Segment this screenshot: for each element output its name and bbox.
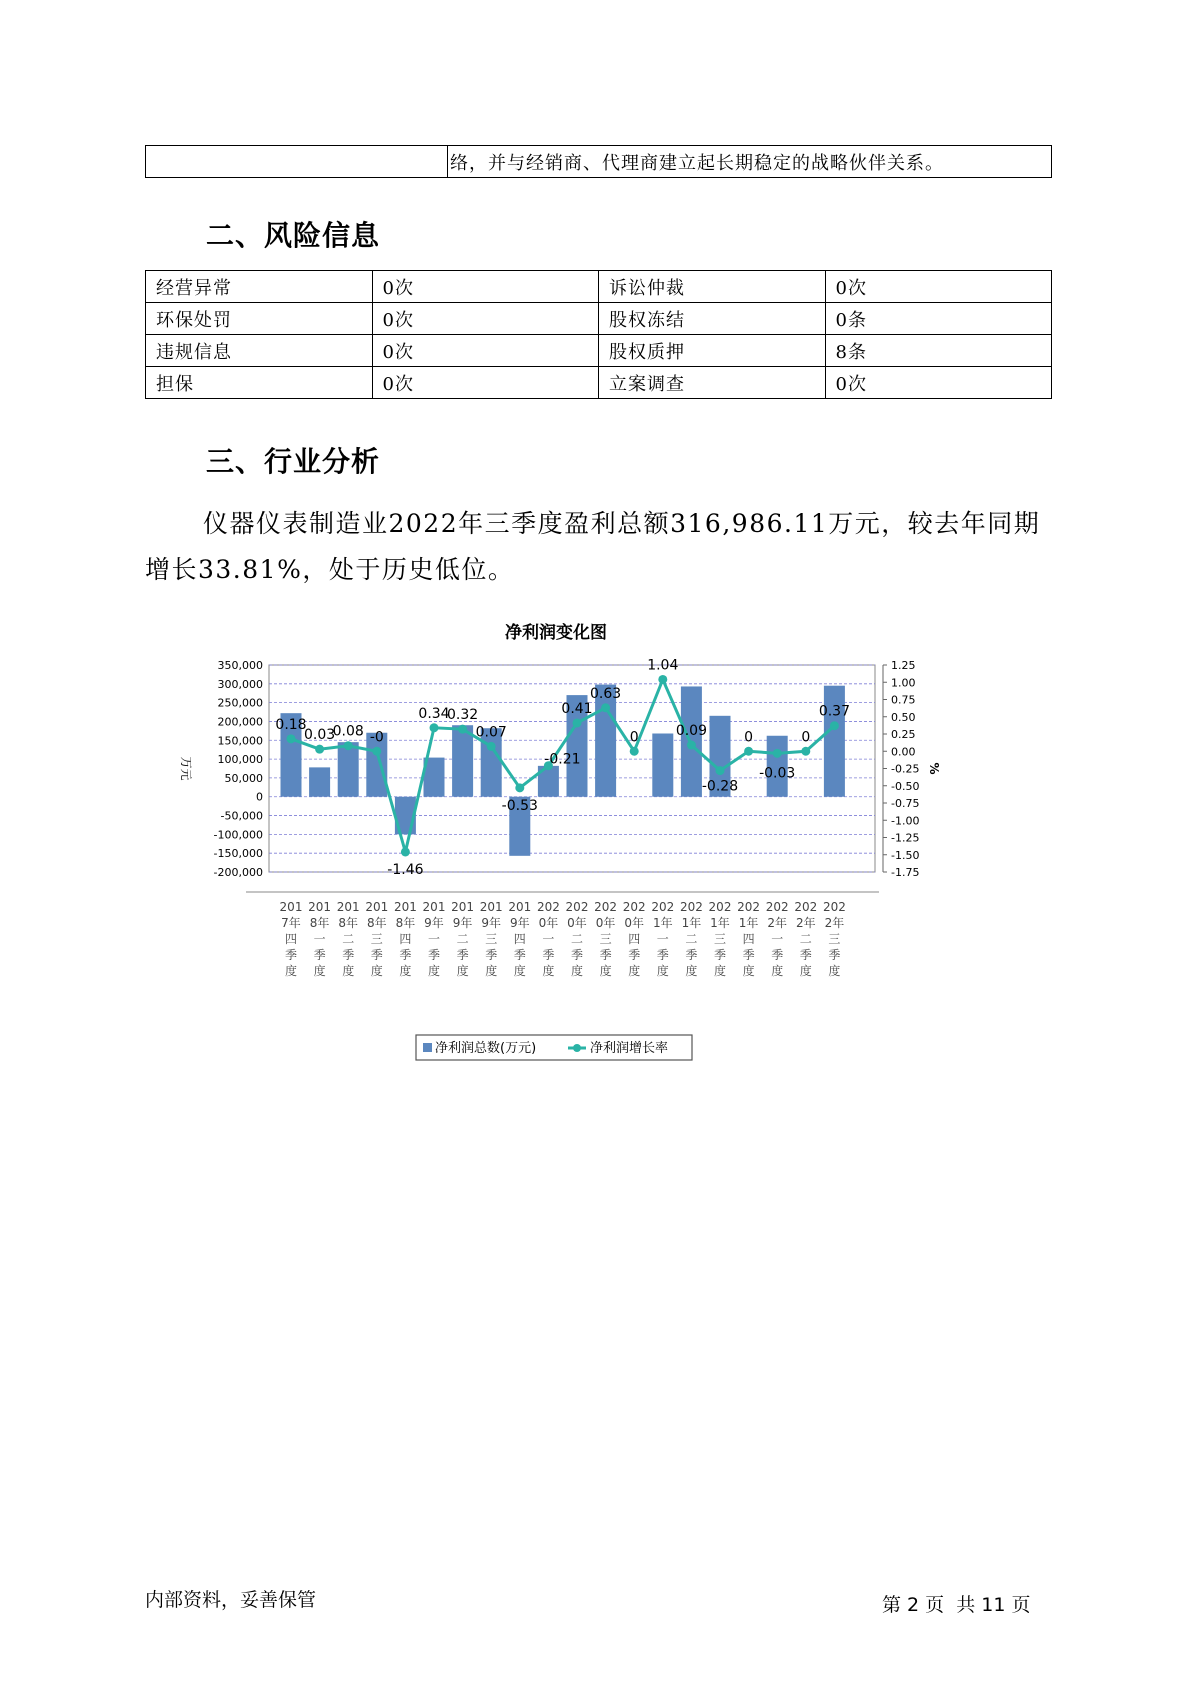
risk-label-cell: 立案调查 xyxy=(599,367,826,399)
point-growth-rate xyxy=(573,718,582,727)
x-tick-label: 1年 xyxy=(738,916,759,930)
right-tick-label: 0.50 xyxy=(891,710,916,724)
x-tick-label: 四 xyxy=(513,932,526,946)
data-label-growth: 0.32 xyxy=(447,707,479,724)
right-tick-label: -1.50 xyxy=(891,848,920,862)
point-growth-rate xyxy=(458,725,467,734)
x-tick-label: 0年 xyxy=(538,916,559,930)
x-tick-label: 201 xyxy=(508,900,532,914)
left-tick-label: -150,000 xyxy=(213,847,263,861)
x-tick-label: 季 xyxy=(284,948,298,962)
point-growth-rate xyxy=(830,721,839,730)
x-tick-label: 度 xyxy=(713,964,727,978)
x-tick-label: 度 xyxy=(685,964,698,978)
bar-net-profit xyxy=(652,733,673,796)
x-tick-label: 度 xyxy=(599,964,612,978)
top-table xyxy=(145,145,1052,178)
left-tick-label: -100,000 xyxy=(213,828,263,842)
x-tick-label: 度 xyxy=(313,964,326,978)
x-tick-label: 四 xyxy=(628,932,641,946)
point-growth-rate xyxy=(773,749,782,758)
chart-title: 净利润变化图 xyxy=(505,623,607,643)
top-table-right-cell: 络，并与经销商、代理商建立起长期稳定的战略伙伴关系。 xyxy=(448,146,1052,178)
risk-value-cell: 0次 xyxy=(825,271,1052,303)
x-tick-label: 三 xyxy=(828,932,841,946)
x-tick-label: 2年 xyxy=(824,916,845,930)
x-tick-label: 度 xyxy=(771,964,784,978)
x-tick-label: 季 xyxy=(570,948,584,962)
right-axis-title: % xyxy=(927,762,941,775)
x-tick-label: 202 xyxy=(565,900,589,914)
bar-net-profit xyxy=(309,767,330,796)
x-tick-label: 9年 xyxy=(424,916,444,930)
x-tick-label: 度 xyxy=(570,964,584,978)
data-label-growth: -0 xyxy=(369,729,384,746)
x-tick-label: 度 xyxy=(513,964,526,978)
x-tick-label: 7年 xyxy=(281,916,301,930)
x-tick-label: 201 xyxy=(279,900,303,914)
data-label-growth: 0.03 xyxy=(304,727,336,744)
bar-net-profit xyxy=(338,742,359,797)
data-label-growth: -1.46 xyxy=(387,861,424,878)
x-tick-label: 季 xyxy=(628,948,641,962)
x-tick-label: 9年 xyxy=(481,916,502,930)
right-tick-label: -0.50 xyxy=(891,779,920,793)
right-tick-label: 0.00 xyxy=(891,745,916,759)
data-label-growth: 0.41 xyxy=(561,700,593,717)
x-tick-label: 季 xyxy=(599,948,612,962)
x-tick-label: 201 xyxy=(393,900,417,914)
point-growth-rate xyxy=(315,745,324,754)
point-growth-rate xyxy=(744,747,753,756)
right-tick-label: 1.00 xyxy=(891,676,916,690)
point-growth-rate xyxy=(630,747,639,756)
x-tick-label: 201 xyxy=(308,900,332,914)
risk-label-cell: 违规信息 xyxy=(146,335,373,367)
x-tick-label: 一 xyxy=(427,932,441,946)
data-label-growth: 0.08 xyxy=(332,723,364,740)
x-tick-label: 季 xyxy=(685,948,698,962)
x-tick-label: 0年 xyxy=(595,916,616,930)
risk-table-row xyxy=(146,303,1052,335)
point-growth-rate xyxy=(287,734,296,743)
data-label-growth: -0.53 xyxy=(501,797,538,814)
x-tick-label: 季 xyxy=(742,948,755,962)
x-tick-label: 四 xyxy=(742,932,755,946)
left-tick-label: 350,000 xyxy=(217,659,263,672)
x-tick-label: 202 xyxy=(651,900,675,914)
x-tick-label: 季 xyxy=(399,948,412,962)
x-tick-label: 202 xyxy=(822,900,846,914)
risk-table xyxy=(145,270,1052,399)
x-tick-label: 季 xyxy=(485,948,498,962)
point-growth-rate xyxy=(601,703,610,712)
right-tick-label: -1.75 xyxy=(891,866,920,879)
x-tick-label: 三 xyxy=(370,932,383,946)
risk-label-cell: 股权质押 xyxy=(599,335,826,367)
left-tick-label: 200,000 xyxy=(217,715,263,729)
risk-table-row xyxy=(146,367,1052,399)
x-tick-label: 度 xyxy=(656,964,669,978)
x-tick-label: 一 xyxy=(313,932,326,946)
legend-bar-label: 净利润总数(万元) xyxy=(435,1041,537,1056)
risk-table-row xyxy=(146,335,1052,367)
data-label-growth: 0.09 xyxy=(675,723,707,740)
x-tick-label: 度 xyxy=(399,964,412,978)
section-heading-risk: 二、风险信息 xyxy=(206,219,381,252)
x-tick-label: 四 xyxy=(399,932,412,946)
x-tick-label: 三 xyxy=(599,932,612,946)
left-tick-label: 0 xyxy=(256,790,263,804)
x-tick-label: 四 xyxy=(284,932,298,946)
x-tick-label: 二 xyxy=(570,932,584,946)
x-tick-label: 0年 xyxy=(624,916,645,930)
x-tick-label: 度 xyxy=(485,964,498,978)
industry-paragraph-line-2: 增长33.81%，处于历史低位。 xyxy=(145,555,515,584)
x-tick-label: 1年 xyxy=(681,916,702,930)
data-label-growth: 1.04 xyxy=(647,657,679,674)
right-tick-label: -0.25 xyxy=(891,762,920,776)
point-growth-rate xyxy=(401,847,410,856)
risk-label-cell: 诉讼仲裁 xyxy=(599,271,826,303)
x-tick-label: 1年 xyxy=(652,916,673,930)
left-tick-label: 300,000 xyxy=(217,677,263,691)
x-tick-label: 一 xyxy=(542,932,555,946)
x-tick-label: 202 xyxy=(737,900,761,914)
x-tick-label: 度 xyxy=(370,964,383,978)
x-tick-label: 202 xyxy=(794,900,818,914)
x-tick-label: 度 xyxy=(742,964,755,978)
x-tick-label: 度 xyxy=(542,964,555,978)
right-tick-label: 0.25 xyxy=(891,728,916,741)
x-tick-label: 度 xyxy=(628,964,641,978)
risk-label-cell: 股权冻结 xyxy=(599,303,826,335)
risk-value-cell: 0次 xyxy=(372,271,599,303)
legend-line-marker xyxy=(573,1044,581,1052)
x-tick-label: 季 xyxy=(656,948,669,962)
x-tick-label: 度 xyxy=(828,964,841,978)
point-growth-rate xyxy=(430,723,439,732)
right-tick-label: 1.25 xyxy=(891,659,916,672)
x-tick-label: 2年 xyxy=(767,916,788,930)
data-label-growth: 0.63 xyxy=(590,685,622,702)
x-tick-label: 一 xyxy=(656,932,669,946)
data-label-growth: 0 xyxy=(801,729,811,746)
bar-net-profit xyxy=(452,725,473,797)
point-growth-rate xyxy=(515,783,524,792)
x-tick-label: 季 xyxy=(799,948,812,962)
x-tick-label: 度 xyxy=(799,964,812,978)
x-tick-label: 度 xyxy=(456,964,469,978)
data-label-growth: 0.07 xyxy=(475,724,507,741)
x-tick-label: 三 xyxy=(713,932,727,946)
x-tick-label: 8年 xyxy=(338,916,359,930)
left-axis-title: 万元 xyxy=(179,756,193,781)
point-growth-rate xyxy=(801,747,810,756)
left-tick-label: 150,000 xyxy=(217,734,263,748)
x-tick-label: 季 xyxy=(513,948,526,962)
bar-net-profit xyxy=(824,686,845,797)
x-tick-label: 二 xyxy=(342,932,355,946)
x-tick-label: 8年 xyxy=(309,916,330,930)
net-profit-chart xyxy=(170,610,1050,1070)
x-tick-label: 度 xyxy=(284,964,298,978)
risk-label-cell: 担保 xyxy=(146,367,373,399)
risk-value-cell: 0次 xyxy=(825,367,1052,399)
footer-confidential: 内部资料，妥善保管 xyxy=(145,1589,317,1611)
x-tick-label: 201 xyxy=(365,900,389,914)
x-tick-label: 202 xyxy=(594,900,618,914)
data-label-growth: 0.34 xyxy=(418,705,450,722)
x-tick-label: 度 xyxy=(427,964,441,978)
point-growth-rate xyxy=(344,741,353,750)
x-tick-label: 1年 xyxy=(710,916,730,930)
x-tick-label: 季 xyxy=(456,948,469,962)
left-tick-label: -50,000 xyxy=(220,809,263,823)
x-tick-label: 9年 xyxy=(452,916,473,930)
risk-value-cell: 0次 xyxy=(372,367,599,399)
x-tick-label: 201 xyxy=(451,900,475,914)
x-tick-label: 季 xyxy=(771,948,784,962)
x-tick-label: 201 xyxy=(336,900,360,914)
data-label-growth: 0.18 xyxy=(275,716,307,733)
legend-line-label: 净利润增长率 xyxy=(590,1041,669,1056)
industry-paragraph-line-1: 仪器仪表制造业2022年三季度盈利总额316,986.11万元，较去年同期 xyxy=(203,509,1041,538)
x-tick-label: 201 xyxy=(422,900,446,914)
x-tick-label: 9年 xyxy=(509,916,530,930)
x-tick-label: 季 xyxy=(342,948,355,962)
x-tick-label: 202 xyxy=(536,900,560,914)
risk-label-cell: 经营异常 xyxy=(146,271,373,303)
right-tick-label: -1.25 xyxy=(891,831,920,845)
x-tick-label: 201 xyxy=(479,900,503,914)
risk-value-cell: 0次 xyxy=(372,303,599,335)
left-tick-label: -200,000 xyxy=(213,866,263,879)
x-tick-label: 季 xyxy=(828,948,841,962)
risk-table-row xyxy=(146,271,1052,303)
data-label-growth: 0.37 xyxy=(818,703,850,720)
x-tick-label: 8年 xyxy=(366,916,387,930)
point-growth-rate xyxy=(372,747,381,756)
x-tick-label: 一 xyxy=(771,932,784,946)
right-tick-label: -1.00 xyxy=(891,814,920,828)
data-label-growth: -0.28 xyxy=(701,778,739,795)
x-tick-label: 季 xyxy=(542,948,555,962)
x-tick-label: 2年 xyxy=(795,916,816,930)
x-tick-label: 季 xyxy=(427,948,441,962)
x-tick-label: 8年 xyxy=(395,916,416,930)
right-tick-label: -0.75 xyxy=(891,797,920,810)
x-tick-label: 202 xyxy=(765,900,789,914)
left-tick-label: 100,000 xyxy=(217,753,263,767)
right-tick-label: 0.75 xyxy=(891,693,916,707)
risk-value-cell: 0条 xyxy=(825,303,1052,335)
data-label-growth: 0 xyxy=(744,729,754,746)
x-tick-label: 季 xyxy=(313,948,326,962)
point-growth-rate xyxy=(687,741,696,750)
data-label-growth: 0 xyxy=(629,729,639,746)
x-tick-label: 三 xyxy=(485,932,498,946)
left-tick-label: 250,000 xyxy=(217,696,263,710)
left-tick-label: 50,000 xyxy=(224,771,263,785)
footer-page-number: 第 2 页 共 11 页 xyxy=(882,1594,1031,1616)
risk-label-cell: 环保处罚 xyxy=(146,303,373,335)
data-label-growth: -0.21 xyxy=(544,751,581,768)
top-table-left-cell xyxy=(146,146,448,178)
point-growth-rate xyxy=(716,766,725,775)
x-tick-label: 0年 xyxy=(567,916,587,930)
section-heading-industry: 三、行业分析 xyxy=(206,445,381,478)
x-tick-label: 202 xyxy=(679,900,703,914)
x-tick-label: 季 xyxy=(713,948,727,962)
x-tick-label: 度 xyxy=(342,964,355,978)
x-tick-label: 季 xyxy=(370,948,383,962)
point-growth-rate xyxy=(487,742,496,751)
risk-value-cell: 0次 xyxy=(372,335,599,367)
x-tick-label: 二 xyxy=(685,932,698,946)
x-tick-label: 202 xyxy=(622,900,646,914)
x-tick-label: 二 xyxy=(456,932,469,946)
data-label-growth: -0.03 xyxy=(759,765,796,782)
x-tick-label: 202 xyxy=(708,900,732,914)
point-growth-rate xyxy=(658,675,667,684)
risk-value-cell: 8条 xyxy=(825,335,1052,367)
x-tick-label: 二 xyxy=(799,932,812,946)
legend-bar-swatch xyxy=(423,1043,432,1052)
